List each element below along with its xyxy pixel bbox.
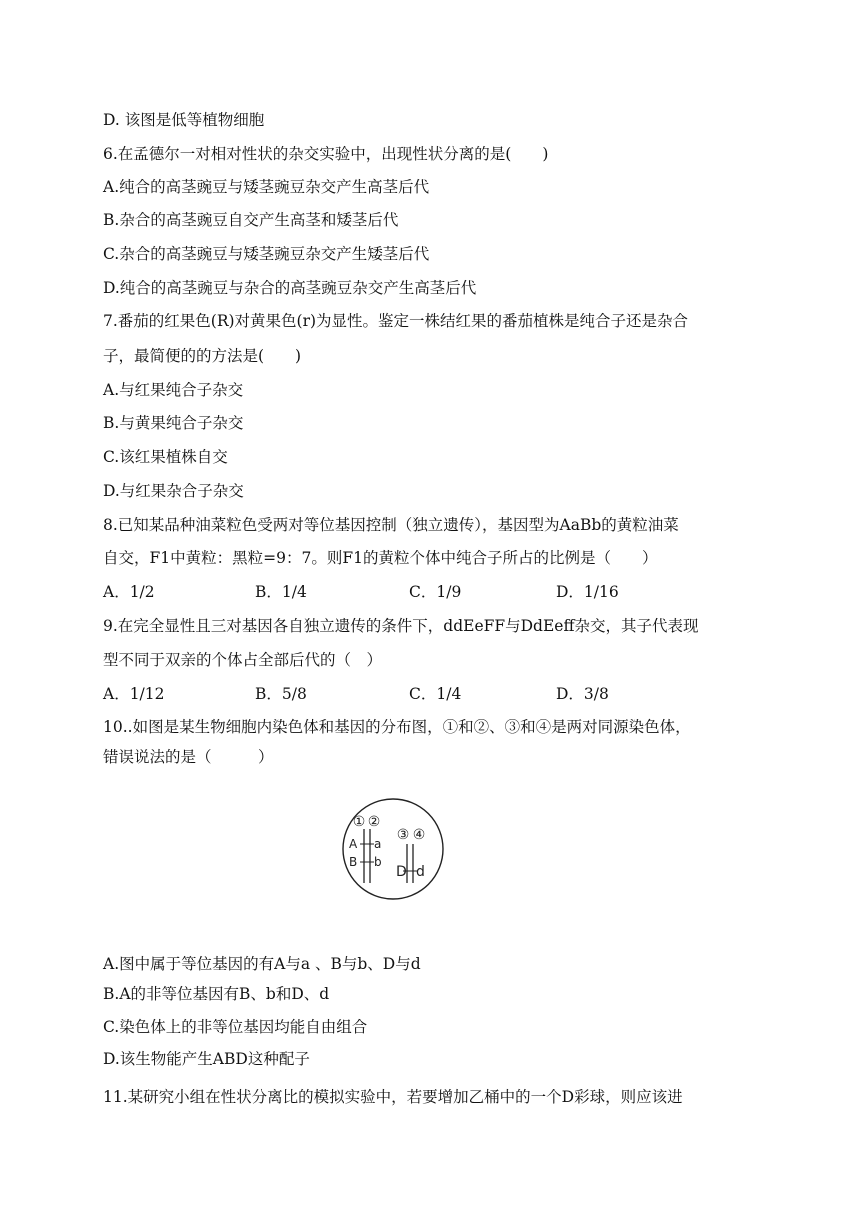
gene-a: a [374,837,382,851]
q10-stem-line2: 错误说法的是（ ） [103,748,274,766]
gene-A: A [349,837,358,851]
q7-option-a: A.与红果纯合子杂交 [103,381,244,399]
q10-option-c: C.染色体上的非等位基因均能自由组合 [103,1018,368,1036]
q6-stem: 6.在孟德尔一对相对性状的杂交实验中，出现性状分离的是( ) [103,145,549,163]
chromosome-label-2: ② [367,814,381,830]
q8-option-d: D．1/16 [556,583,619,601]
q10-stem-line1: 10..如图是某生物细胞内染色体和基因的分布图，①和②、③和④是两对同源染色体， [103,718,691,736]
q6-option-c: C.杂合的高茎豌豆与矮茎豌豆杂交产生矮茎后代 [103,245,430,263]
q7-option-b: B.与黄果纯合子杂交 [103,414,244,432]
gene-d: d [416,864,425,880]
q8-stem-line2: 自交，F1中黄粒：黑粒=9：7。则F1的黄粒个体中纯合子所占的比例是（ ） [103,549,658,567]
q7-option-c: C.该红果植株自交 [103,448,228,466]
chromosome-label-4: ④ [412,827,426,843]
q7-option-d: D.与红果杂合子杂交 [103,482,244,500]
q10-option-d: D.该生物能产生ABD这种配子 [103,1050,310,1068]
chromosome-label-3: ③ [396,827,410,843]
q9-option-a: A．1/12 [103,685,165,703]
q6-option-a: A.纯合的高茎豌豆与矮茎豌豆杂交产生高茎后代 [103,178,430,196]
chromosome-label-1: ① [352,814,366,830]
q9-stem-line1: 9.在完全显性且三对基因各自独立遗传的条件下，ddEeFF与DdEeff杂交，其子代表现 [103,617,699,635]
q8-option-a: A．1/2 [103,583,155,601]
q9-option-b: B．5/8 [255,685,307,703]
q10-option-b: B.A的非等位基因有B、b和D、d [103,985,330,1003]
q6-option-d: D.纯合的高茎豌豆与杂合的高茎豌豆杂交产生高茎后代 [103,279,477,297]
q7-stem-line2: 子，最简便的的方法是( ) [103,347,302,365]
q9-stem-line2: 型不同于双亲的个体占全部后代的（ ） [103,651,383,669]
q11-stem-line1: 11.某研究小组在性状分离比的模拟实验中，若要增加乙桶中的一个D彩球，则应该进 [103,1088,683,1106]
q10-option-a: A.图中属于等位基因的有A与a 、B与b、D与d [103,955,421,973]
q5-option-d: D. 该图是低等植物细胞 [103,111,265,129]
q7-stem-line1: 7.番茄的红果色(R)对黄果色(r)为显性。鉴定一株结红果的番茄植株是纯合子还是杂合 [103,312,689,330]
gene-D: D [396,864,407,880]
q9-option-c: C．1/4 [409,685,462,703]
chromosome-diagram [333,797,453,901]
gene-B: B [349,855,358,869]
q8-option-c: C．1/9 [409,583,462,601]
q6-option-b: B.杂合的高茎豌豆自交产生高茎和矮茎后代 [103,211,399,229]
q8-option-b: B．1/4 [255,583,307,601]
gene-b: b [374,855,382,869]
q9-option-d: D．3/8 [556,685,609,703]
q8-stem-line1: 8.已知某品种油菜粒色受两对等位基因控制（独立遗传），基因型为AaBb的黄粒油菜 [103,516,679,534]
